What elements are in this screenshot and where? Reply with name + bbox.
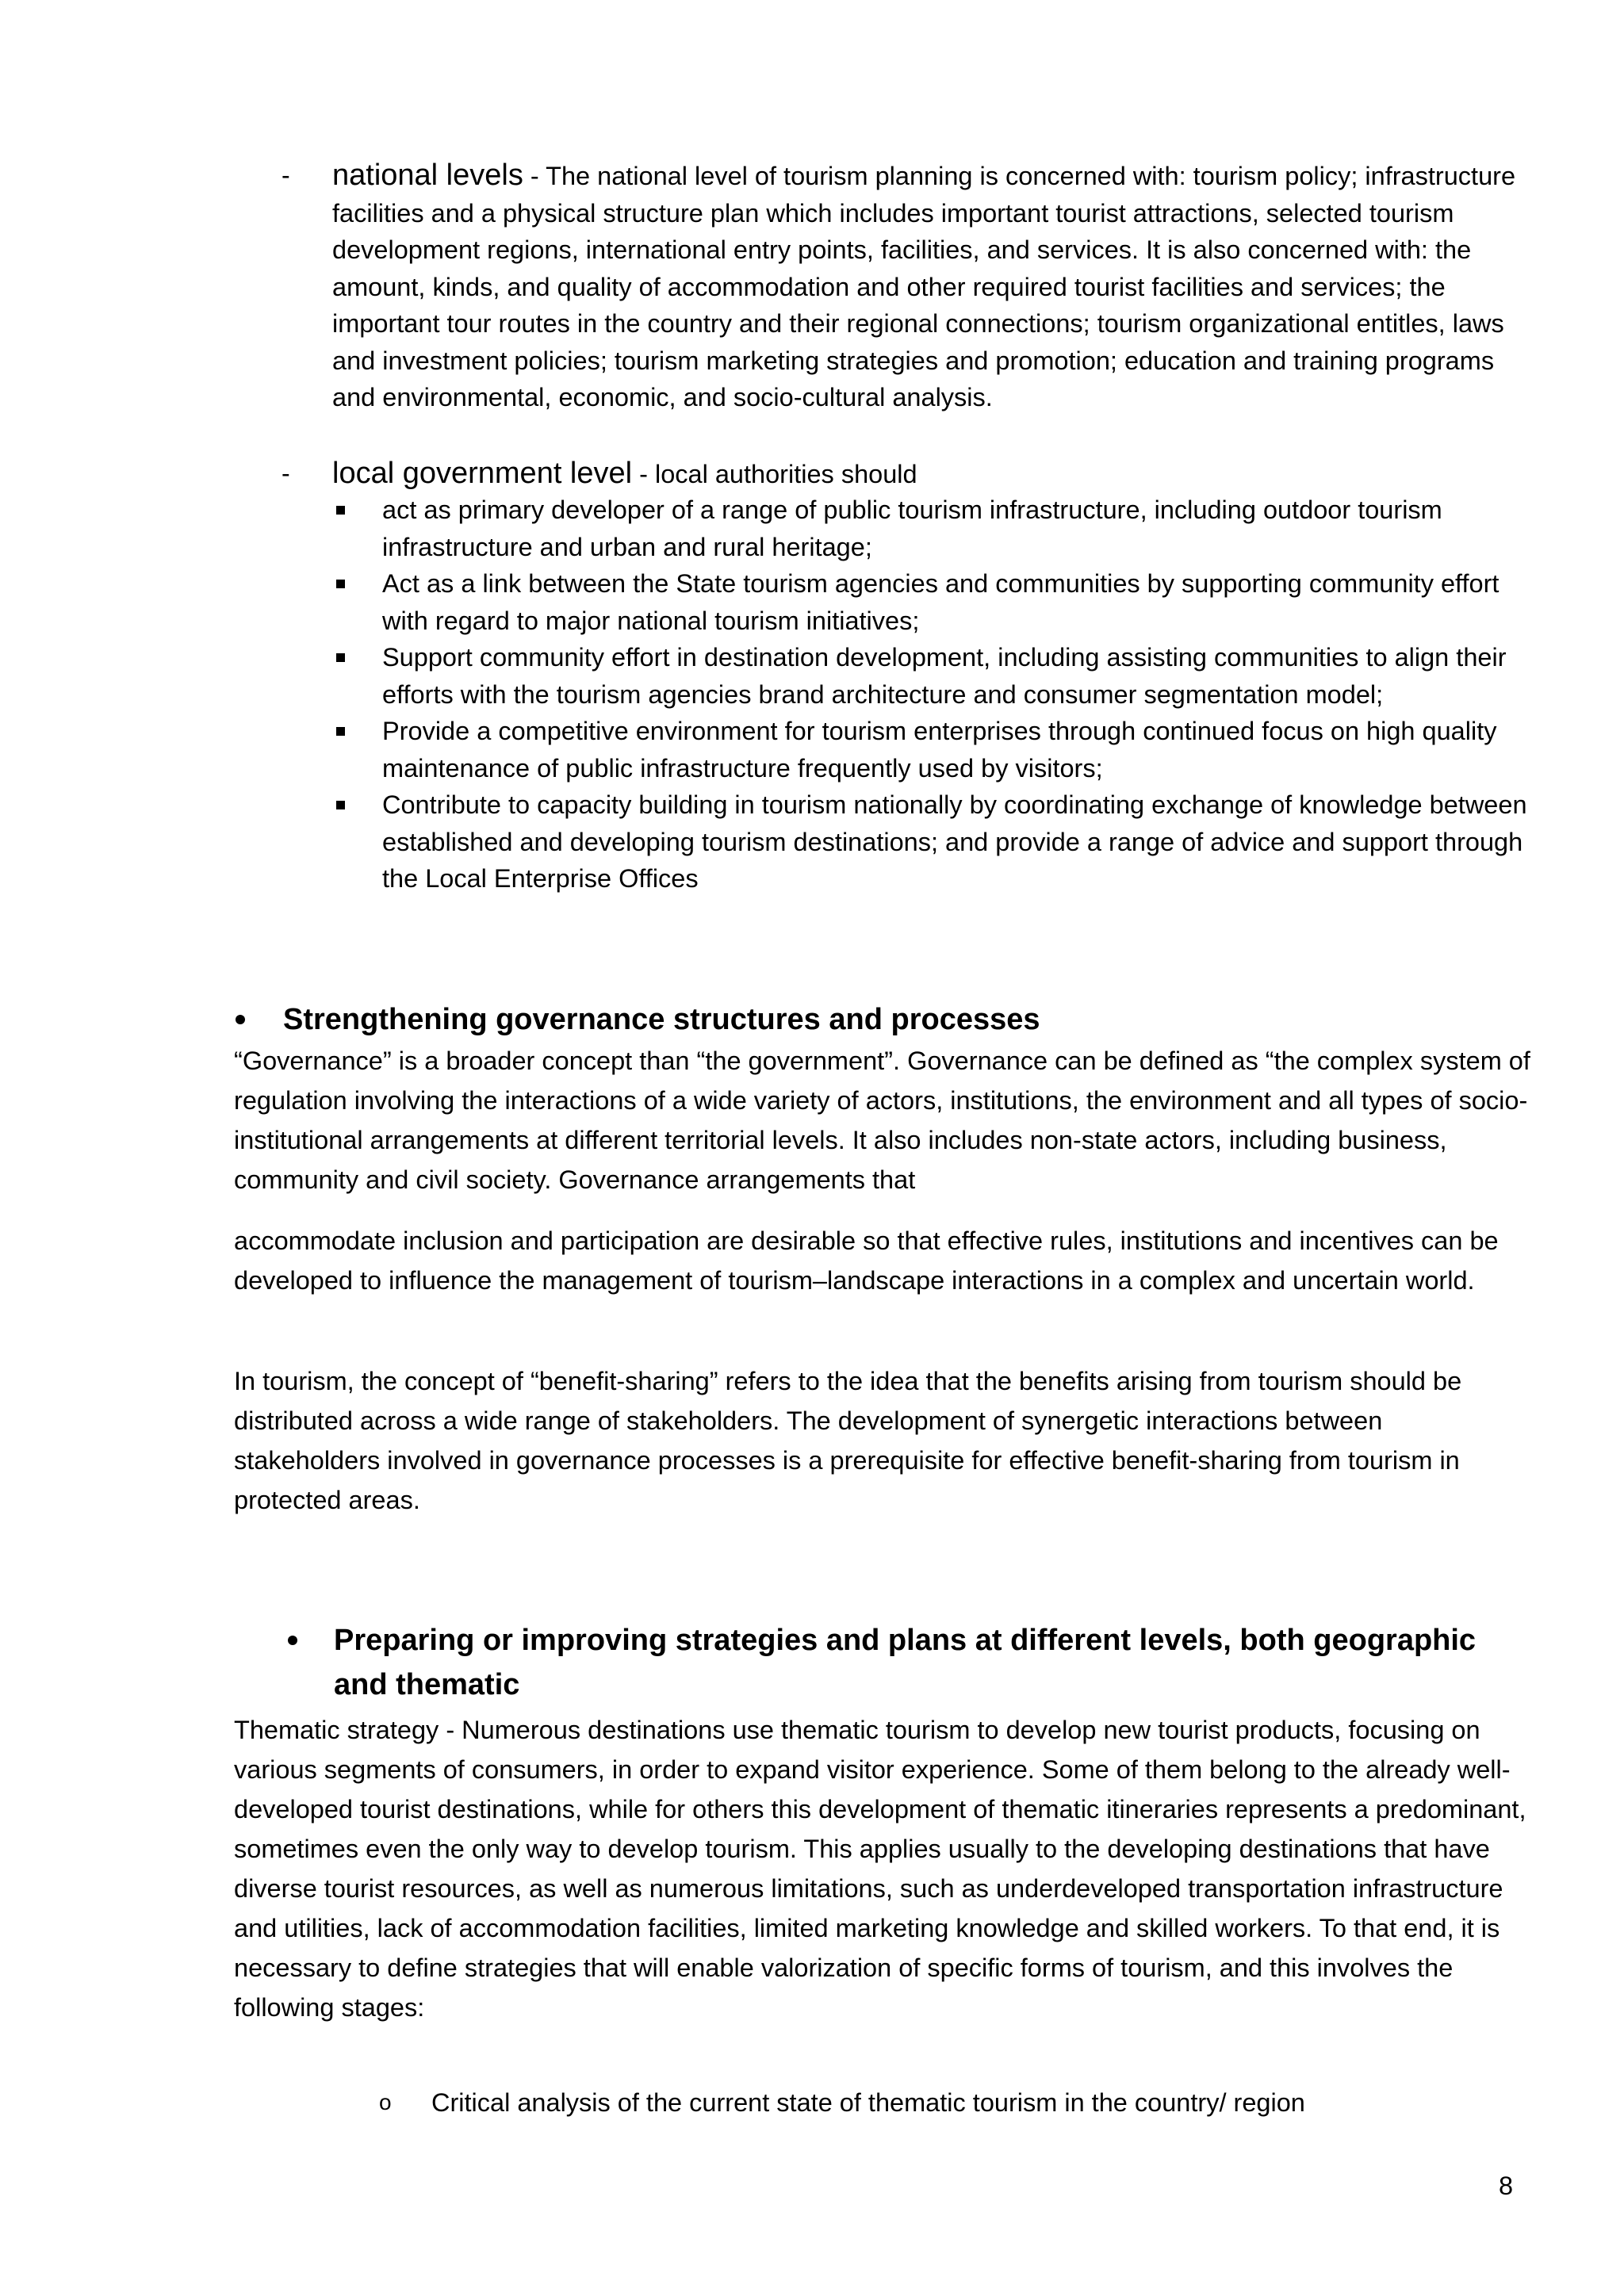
list-item: Contribute to capacity building in tourism nationally by coordinating exchange of knowledge between established and developing tourism destinations; and provide a range of advice and support through the Local Enterprise Offices — [333, 786, 1546, 897]
circle-bullet-icon: o — [379, 2090, 392, 2114]
thematic-strategy-paragraph: Thematic strategy - Numerous destinations use thematic tourism to develop new tourist products, focusing on various segments of consumers, in order to expand visitor experience. Some of them belong to the already well-developed tourist destinations, while for others this development of thematic itineraries represents a predominant, sometimes even the only way to develop tourism. This applies usually to the developing destinations that have diverse tourist resources, as well as numerous limitations, such as underdeveloped transportation infrastructure and utilities, lack of accommodation facilities, limited marketing knowledge and skilled workers. To that end, it is necessary to define strategies that will enable valorization of specific forms of tourism, and this involves the following stages: — [234, 1716, 1526, 2022]
list-item: Provide a competitive environment for tourism enterprises through continued focus on high quality maintenance of public infrastructure frequently used by visitors; — [333, 713, 1546, 786]
list-item — [379, 2083, 1305, 2122]
governance-paragraph-3: In tourism, the concept of “benefit-sharing” refers to the idea that the benefits arising from tourism should be distributed across a wide range of stakeholders. The development of synergetic interactions between stakeholders involved in governance processes is a prerequisite for effective benefit-sharing from tourism in protected areas. — [234, 1367, 1462, 1514]
local-government-intro: - local authorities should — [632, 460, 917, 488]
square-bullet-icon — [336, 506, 345, 515]
national-level-item — [282, 157, 1534, 416]
bullet-icon — [288, 1636, 297, 1645]
dash-marker: - — [282, 161, 290, 189]
stage-item-text: Critical analysis of the current state of thematic tourism in the country/ region — [431, 2088, 1305, 2117]
bullet-icon — [236, 1015, 245, 1024]
list-item: act as primary developer of a range of public tourism infrastructure, including outdoor tourism infrastructure and urban and rural heritage; — [333, 492, 1546, 565]
list-item: Support community effort in destination development, including assisting communities to align their efforts with the tourism agencies brand architecture and consumer segmentation model; — [333, 639, 1546, 713]
square-bullet-icon — [336, 727, 345, 736]
national-level-text — [332, 157, 1534, 416]
local-government-heading: local government level — [332, 457, 633, 490]
list-item: Act as a link between the State tourism agencies and communities by supporting community effort with regard to major national tourism initiatives; — [333, 565, 1546, 639]
national-level-heading: national levels — [332, 159, 523, 192]
dash-marker: - — [282, 459, 290, 488]
governance-paragraph-1: “Governance” is a broader concept than “the government”. Governance can be defined as “the complex system of regulation involving the interactions of a wide variety of actors, institutions, the environment and all types of socio-institutional arrangements at different territorial levels. It also includes non-state actors, including business, community and civil society. Governance arrangements that — [234, 1047, 1530, 1194]
governance-heading-item — [234, 997, 1040, 1042]
square-bullet-icon — [336, 653, 345, 662]
governance-heading: Strengthening governance structures and processes — [283, 1003, 1040, 1036]
strategies-heading-item — [282, 1618, 1550, 1707]
governance-paragraph-2: accommodate inclusion and participation are desirable so that effective rules, institutions and incentives can be developed to influence the management of tourism–landscape interactions in a complex and uncertain world. — [234, 1226, 1499, 1295]
square-bullet-icon — [336, 801, 345, 809]
page-number: 8 — [1499, 2172, 1514, 2200]
national-level-body: - The national level of tourism planning is concerned with: tourism policy; infrastructure facilities and a physical structure plan which includes important tourist attractions, selected tourism development regions, international entry points, facilities, and services. It is also concerned with: the amount, kinds, and quality of accommodation and other required tourist facilities and services; the important tour routes in the country and their regional connections; tourism organizational entitles, laws and investment policies; tourism marketing strategies and promotion; education and training programs and environmental, economic, and socio-cultural analysis. — [332, 162, 1516, 411]
square-bullet-icon — [336, 580, 345, 588]
local-government-item — [282, 455, 1534, 493]
local-government-text — [332, 455, 1534, 493]
strategies-heading: Preparing or improving strategies and plans at different levels, both geographic and thematic — [334, 1624, 1477, 1701]
local-authority-duties-list — [333, 492, 1546, 897]
